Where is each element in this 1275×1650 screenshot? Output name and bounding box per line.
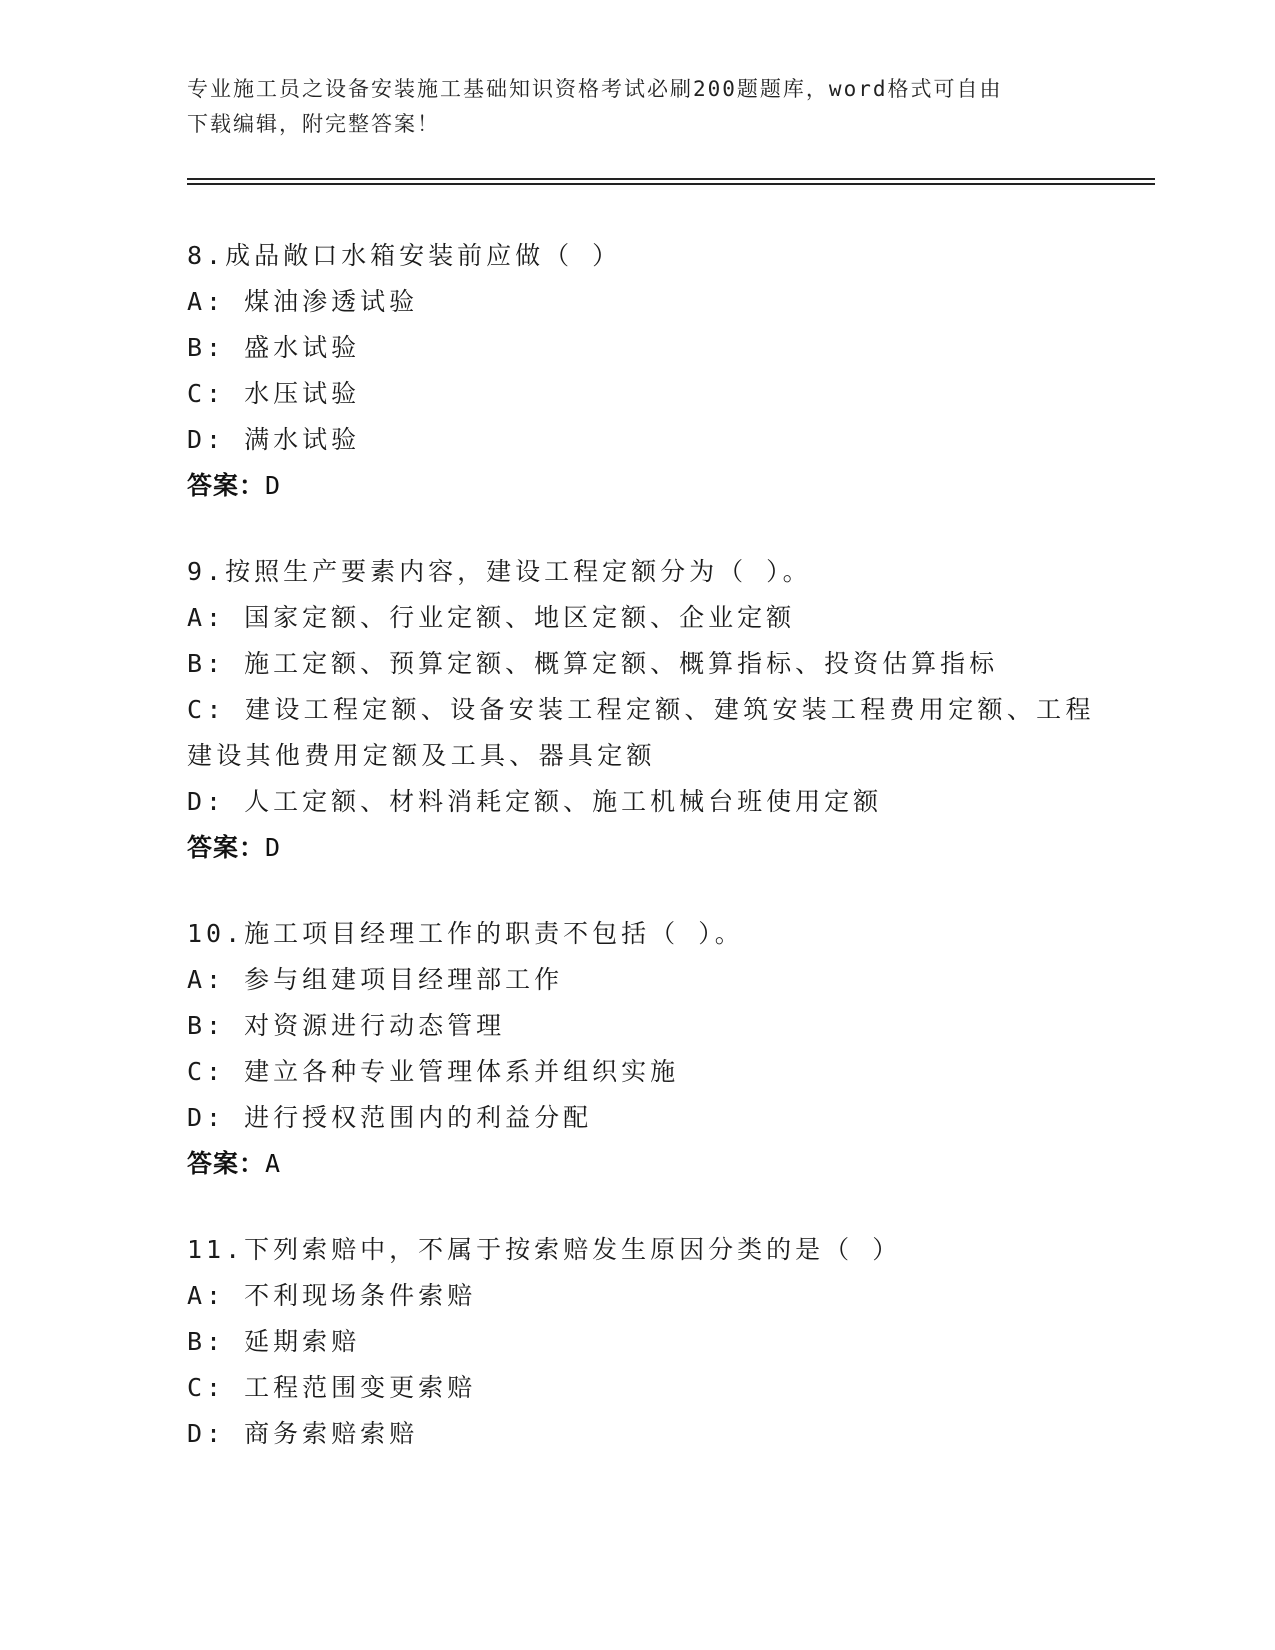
option-b: B: 施工定额、预算定额、概算定额、概算指标、投资估算指标 bbox=[187, 649, 999, 678]
option-d: D: 满水试验 bbox=[187, 425, 361, 454]
option-b: B: 延期索赔 bbox=[187, 1327, 361, 1356]
question-stem: 11.下列索赔中，不属于按索赔发生原因分类的是（ ） bbox=[187, 1235, 902, 1264]
answer-line bbox=[187, 825, 1117, 871]
answer-value: A bbox=[265, 1149, 282, 1178]
answer-label: 答案： bbox=[187, 1149, 266, 1178]
answer-label: 答案： bbox=[187, 471, 266, 500]
option-d: D: 商务索赔索赔 bbox=[187, 1419, 419, 1448]
question-stem: 8.成品敞口水箱安装前应做（ ） bbox=[187, 241, 622, 270]
option-b: B: 对资源进行动态管理 bbox=[187, 1011, 506, 1040]
answer-label: 答案： bbox=[187, 833, 266, 862]
question-list bbox=[187, 233, 1117, 1497]
header-divider-top bbox=[187, 178, 1155, 180]
answer-value: D bbox=[265, 471, 282, 500]
question-9 bbox=[187, 549, 1117, 871]
option-c: C: 水压试验 bbox=[187, 379, 361, 408]
option-a: A: 煤油渗透试验 bbox=[187, 287, 419, 316]
answer-line bbox=[187, 1141, 1117, 1187]
option-a: A: 国家定额、行业定额、地区定额、企业定额 bbox=[187, 603, 796, 632]
question-11 bbox=[187, 1227, 1117, 1457]
option-c: C: 建设工程定额、设备安装工程定额、建筑安装工程费用定额、工程建设其他费用定额及工具、器具定额 bbox=[187, 695, 1095, 770]
option-a: A: 参与组建项目经理部工作 bbox=[187, 965, 564, 994]
option-d: D: 进行授权范围内的利益分配 bbox=[187, 1103, 593, 1132]
header-title-line-2: 下载编辑，附完整答案！ bbox=[187, 112, 440, 136]
header-title-line-1: 专业施工员之设备安装施工基础知识资格考试必刷200题题库，word格式可自由 bbox=[187, 77, 1003, 101]
answer-line bbox=[187, 463, 1117, 509]
question-10 bbox=[187, 911, 1117, 1187]
option-c: C: 工程范围变更索赔 bbox=[187, 1373, 477, 1402]
question-stem: 9.按照生产要素内容，建设工程定额分为（ ）。 bbox=[187, 557, 812, 586]
document-header bbox=[187, 72, 1087, 142]
option-c: C: 建立各种专业管理体系并组织实施 bbox=[187, 1057, 680, 1086]
question-8 bbox=[187, 233, 1117, 509]
answer-value: D bbox=[265, 833, 282, 862]
header-divider-bottom bbox=[187, 183, 1155, 185]
option-a: A: 不利现场条件索赔 bbox=[187, 1281, 477, 1310]
question-stem: 10.施工项目经理工作的职责不包括（ ）。 bbox=[187, 919, 744, 948]
option-b: B: 盛水试验 bbox=[187, 333, 361, 362]
option-d: D: 人工定额、材料消耗定额、施工机械台班使用定额 bbox=[187, 787, 883, 816]
